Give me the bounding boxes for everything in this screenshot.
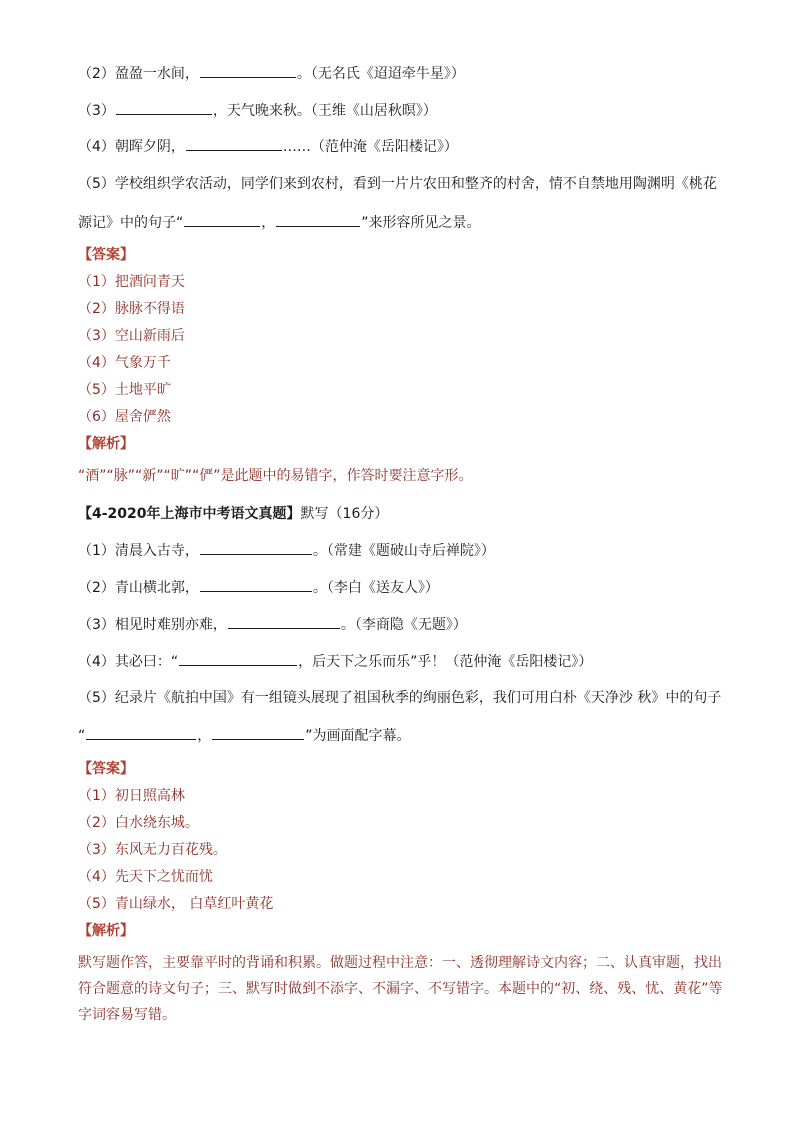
question-text: （3）相见时难别亦难， bbox=[78, 617, 227, 633]
analysis-label: 【解析】 bbox=[78, 436, 134, 452]
answer-blank bbox=[200, 64, 296, 78]
question-text: （2）青山横北郭， bbox=[78, 580, 199, 596]
question-4 bbox=[78, 137, 734, 156]
section-subtitle: 默写（16分） bbox=[300, 506, 389, 522]
question-text: ”为画面配字幕。 bbox=[305, 728, 411, 744]
exam-title: 【4-2020年上海市中考语文真题】 bbox=[78, 506, 301, 522]
analysis-label: 【解析】 bbox=[78, 923, 134, 939]
question-text: 源记》中的句子“ bbox=[78, 215, 184, 231]
question-source: 。（李白《送友人》） bbox=[312, 580, 439, 596]
answer-blank bbox=[186, 137, 282, 151]
answer-blank bbox=[228, 615, 340, 629]
question-source: 。（常建《题破山寺后禅院》） bbox=[312, 543, 495, 559]
question-4 bbox=[78, 652, 734, 671]
question-source: ，天气晚来秋。（王维《山居秋暝》） bbox=[212, 103, 437, 119]
question-text: （3） bbox=[78, 103, 115, 119]
answer-item: （1）把酒问青天 bbox=[78, 274, 185, 290]
question-text: （4）朝晖夕阴， bbox=[78, 139, 185, 155]
question-source: ……（范仲淹《岳阳楼记》） bbox=[282, 139, 458, 155]
question-3 bbox=[78, 101, 734, 120]
answer-item: （3）空山新雨后 bbox=[78, 328, 185, 344]
question-text: ， bbox=[197, 728, 212, 744]
question-text: ”来形容所见之景。 bbox=[361, 215, 481, 231]
question-text: （2）盈盈一水间， bbox=[78, 66, 199, 82]
answer-item: （2）白水绕东城。 bbox=[78, 815, 199, 831]
analysis-text: “酒”“脉”“新”“旷”“俨”是此题中的易错字，作答时要注意字形。 bbox=[78, 468, 473, 484]
analysis-text: 默写题作答，主要靠平时的背诵和积累。做题过程中注意：一、透彻理解诗文内容；二、认真审题，找出符合题意的诗文句子；三、默写时做到不添字、不漏字、不写错字。本题中的“初、绕、残、忧、黄花”等字词容易写错。 bbox=[78, 955, 723, 1023]
question-text: （5）纪录片《航拍中国》有一组镜头展现了祖国秋季的绚丽色彩，我们可用白朴《天净沙 秋》中的句子 bbox=[78, 690, 722, 706]
question-5-line1 bbox=[78, 689, 734, 707]
answer-item: （3）东风无力百花残。 bbox=[78, 842, 227, 858]
question-source: 。（李商隐《无题》） bbox=[340, 617, 467, 633]
answer-item: （4）先天下之忧而忧 bbox=[78, 869, 213, 885]
answer-blank bbox=[200, 578, 312, 592]
question-source: ，后天下之乐而乐”乎！（范仲淹《岳阳楼记》） bbox=[298, 654, 593, 670]
question-text: （1）清晨入古寺， bbox=[78, 543, 199, 559]
question-source: 。（无名氏《迢迢牵牛星》） bbox=[296, 66, 465, 82]
answer-item: （5）青山绿水， 白草红叶黄花 bbox=[78, 896, 274, 912]
question-text: “ bbox=[78, 728, 86, 744]
answer-blank bbox=[86, 726, 196, 740]
question-text: ， bbox=[261, 215, 276, 231]
question-1 bbox=[78, 541, 734, 560]
answer-item: （4）气象万千 bbox=[78, 355, 171, 371]
answer-blank bbox=[184, 213, 260, 227]
question-3 bbox=[78, 615, 734, 634]
question-text: （4）其必曰：“ bbox=[78, 654, 179, 670]
answer-blank bbox=[116, 101, 212, 115]
question-5-line1 bbox=[78, 175, 734, 193]
answer-blank bbox=[212, 726, 304, 740]
answer-item: （2）脉脉不得语 bbox=[78, 301, 185, 317]
answer-label: 【答案】 bbox=[78, 247, 134, 263]
answer-blank bbox=[200, 541, 312, 555]
question-text: （5）学校组织学农活动，同学们来到农村，看到一片片农田和整齐的村舍，情不自禁地用陶渊明《桃花 bbox=[78, 176, 717, 192]
question-2 bbox=[78, 578, 734, 597]
answer-item: （5）土地平旷 bbox=[78, 382, 171, 398]
answer-label: 【答案】 bbox=[78, 761, 134, 777]
answer-blank bbox=[179, 652, 297, 666]
answer-item: （6）屋舍俨然 bbox=[78, 409, 171, 425]
answer-item: （1）初日照高林 bbox=[78, 788, 185, 804]
question-2 bbox=[78, 64, 734, 83]
question-5-line2 bbox=[78, 213, 734, 232]
answer-blank bbox=[276, 213, 360, 227]
section-heading bbox=[78, 505, 734, 523]
question-5-line2 bbox=[78, 726, 734, 745]
